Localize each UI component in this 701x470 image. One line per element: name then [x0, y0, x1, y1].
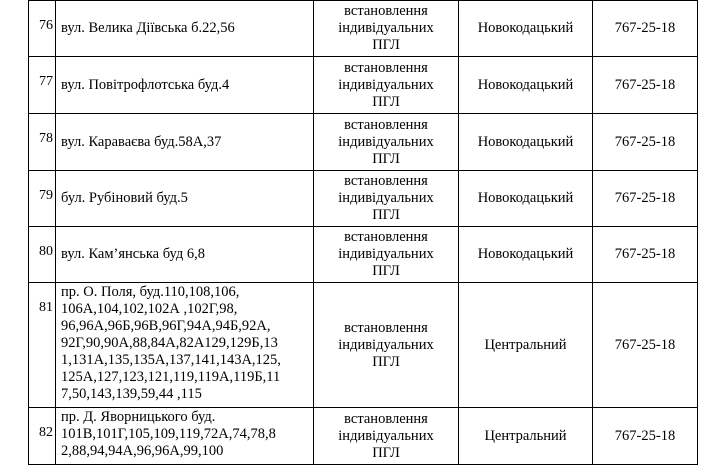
work-type-line: встановлення [344, 229, 428, 245]
address-line: бул. Рубіновий буд.5 [61, 190, 188, 206]
table-row [29, 283, 698, 408]
address-line: вул. Повітрофлотська буд.4 [61, 76, 230, 93]
work-type-line: індивідуальних [338, 76, 434, 93]
work-type-line: встановлення [344, 410, 428, 427]
district-cell: Новокодацький [459, 1, 593, 57]
address-line: вул. Караваєва буд.58А,37 [61, 133, 222, 150]
address-cell [56, 114, 314, 171]
work-type-cell [314, 408, 459, 465]
address-cell [56, 227, 314, 283]
address-line: вул. Велика Діївська б.22,56 [61, 20, 235, 36]
row-number: 76 [29, 1, 56, 57]
table-row [29, 1, 698, 57]
row-number: 80 [29, 227, 56, 283]
work-type-line: ПГЛ [372, 444, 400, 461]
address-line: 96,96А,96Б,96В,96Г,94А,94Б,92А, [61, 318, 271, 334]
row-number: 78 [29, 114, 56, 171]
table-row [29, 227, 698, 283]
address-cell [56, 171, 314, 227]
address-line: пр. О. Поля, буд.110,108,106, [61, 284, 240, 300]
work-type-cell [314, 57, 459, 114]
work-type-line: індивідуальних [338, 133, 434, 150]
work-type-line: ПГЛ [372, 263, 400, 279]
district-cell: Новокодацький [459, 114, 593, 171]
work-type-cell [314, 171, 459, 227]
row-number: 79 [29, 171, 56, 227]
work-type-line: індивідуальних [338, 427, 434, 444]
table-row [29, 171, 698, 227]
table-row [29, 114, 698, 171]
phone-cell: 767-25-18 [593, 171, 698, 227]
work-type-line: індивідуальних [338, 190, 434, 206]
row-number: 81 [29, 283, 56, 408]
district-cell: Центральний [459, 283, 593, 408]
district-cell: Центральний [459, 408, 593, 465]
work-type-cell [314, 1, 459, 57]
row-number: 77 [29, 57, 56, 114]
address-line: 7,50,143,139,59,44 ,115 [61, 386, 202, 402]
phone-cell: 767-25-18 [593, 227, 698, 283]
work-type-cell [314, 114, 459, 171]
district-cell: Новокодацький [459, 57, 593, 114]
address-line: 101В,101Г,105,109,119,72А,74,78,8 [61, 426, 276, 442]
phone-cell: 767-25-18 [593, 114, 698, 171]
district-cell: Новокодацький [459, 171, 593, 227]
address-line: 106А,104,102,102А ,102Г,98, [61, 301, 238, 317]
work-type-line: встановлення [344, 173, 428, 189]
table-row [29, 57, 698, 114]
work-type-line: встановлення [344, 3, 428, 19]
phone-cell: 767-25-18 [593, 408, 698, 465]
work-type-line: встановлення [344, 59, 428, 76]
address-cell [56, 408, 314, 465]
work-type-cell [314, 283, 459, 408]
work-type-line: встановлення [344, 116, 428, 133]
table-body [29, 1, 698, 465]
address-line: вул. Кам’янська буд 6,8 [61, 246, 206, 262]
table-row [29, 408, 698, 465]
phone-cell: 767-25-18 [593, 57, 698, 114]
work-type-cell [314, 227, 459, 283]
phone-cell: 767-25-18 [593, 1, 698, 57]
address-line: 2,88,94,94А,96,96А,99,100 [61, 443, 224, 459]
address-line: 92Г,90,90А,88,84А,82А129,129Б,13 [61, 335, 278, 351]
work-type-line: індивідуальних [338, 246, 434, 262]
address-line: 1,131А,135,135А,137,141,143А,125, [61, 352, 281, 368]
work-type-line: встановлення [344, 319, 428, 336]
work-type-line: ПГЛ [372, 150, 400, 167]
works-table [28, 0, 698, 465]
address-line: пр. Д. Яворницького буд. [61, 409, 216, 425]
district-cell: Новокодацький [459, 227, 593, 283]
row-number: 82 [29, 408, 56, 465]
work-type-line: ПГЛ [372, 207, 400, 223]
work-type-line: індивідуальних [338, 20, 434, 36]
work-type-line: ПГЛ [372, 37, 400, 53]
address-cell [56, 57, 314, 114]
address-line: 125А,127,123,121,119,119А,119Б,11 [61, 369, 281, 385]
phone-cell: 767-25-18 [593, 283, 698, 408]
work-type-line: ПГЛ [372, 93, 400, 110]
work-type-line: ПГЛ [372, 353, 400, 370]
address-cell [56, 283, 314, 408]
address-cell [56, 1, 314, 57]
work-type-line: індивідуальних [338, 336, 434, 353]
